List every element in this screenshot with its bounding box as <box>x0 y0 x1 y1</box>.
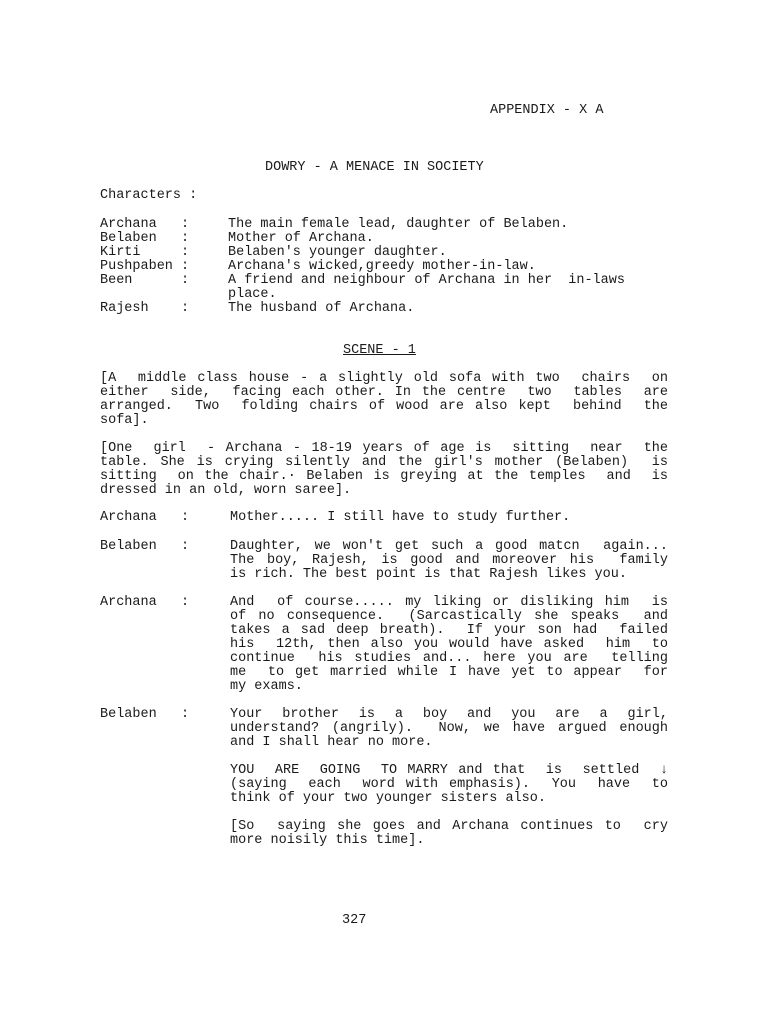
character-description: Mother of Archana. <box>228 231 374 246</box>
text-line: sitting on the chair.· Belaben is greying at the temples and is <box>100 469 668 484</box>
text-line: is rich. The best point is that Rajesh likes you. <box>230 567 627 582</box>
speech-continuation <box>230 764 668 806</box>
speaker-name: Belaben : <box>100 707 190 722</box>
text-line: table. She is crying silently and the girl's mother (Belaben) is <box>100 455 668 470</box>
text-line: arranged. Two folding chairs of wood are also kept behind the <box>100 399 668 414</box>
text-line: Daughter, we won't get such a good matcn again... <box>230 539 668 554</box>
character-row <box>100 218 670 232</box>
dialogue-block <box>100 596 670 694</box>
text-line: more noisily this time]. <box>230 833 425 848</box>
text-line: (saying each word with emphasis). You have to <box>230 777 668 792</box>
characters-label: Characters : <box>100 188 198 203</box>
speech-text <box>230 708 668 750</box>
text-line: takes a sad deep breath). If your son had failed <box>230 623 668 638</box>
character-row <box>100 302 670 316</box>
character-name: Pushpaben : <box>100 259 190 274</box>
speech-text <box>230 540 668 582</box>
character-row <box>100 232 670 246</box>
stage-direction <box>230 820 668 848</box>
character-description: The husband of Archana. <box>228 301 415 316</box>
speech-text <box>230 596 668 694</box>
character-description: Archana's wicked,greedy mother-in-law. <box>228 259 536 274</box>
text-line: my exams. <box>230 679 303 694</box>
scene-heading: SCENE - 1 <box>343 343 416 358</box>
text-line: either side, facing each other. In the centre two tables are <box>100 385 668 400</box>
character-description-line: A friend and neighbour of Archana in her in-laws <box>228 273 625 288</box>
text-line: his 12th, then also you would have asked him to <box>230 637 668 652</box>
character-row <box>100 274 670 302</box>
character-description: The main female lead, daughter of Belaben. <box>228 217 569 232</box>
stage-direction <box>100 442 668 498</box>
speaker-name: Belaben : <box>100 539 190 554</box>
character-description-line: place. <box>228 287 277 302</box>
character-row <box>100 260 670 274</box>
text-line: understand? (angrily). Now, we have argued enough <box>230 721 668 736</box>
text-line: continue his studies and... here you are telling <box>230 651 668 666</box>
text-line: The boy, Rajesh, is good and moreover his family <box>230 553 668 568</box>
text-line: of no consequence. (Sarcastically she speaks and <box>230 609 668 624</box>
text-line: And of course..... my liking or disliking him is <box>230 595 668 610</box>
dialogue-block <box>100 540 670 582</box>
text-line: [So saying she goes and Archana continues to cry <box>230 819 668 834</box>
text-line: YOU ARE GOING TO MARRY and that is settled ↓ <box>230 763 668 778</box>
speaker-name: Archana : <box>100 510 190 525</box>
character-row <box>100 246 670 260</box>
character-name: Belaben : <box>100 231 190 246</box>
character-description <box>228 274 670 302</box>
text-line: sofa]. <box>100 413 149 428</box>
text-line: me to get married while I have yet to appear for <box>230 665 668 680</box>
character-description: Belaben's younger daughter. <box>228 245 447 260</box>
text-line: Mother..... I still have to study further. <box>230 510 571 525</box>
text-line: think of your two younger sisters also. <box>230 791 546 806</box>
character-name: Archana : <box>100 217 190 232</box>
page-number: 327 <box>342 913 367 928</box>
speech-text <box>230 511 668 525</box>
dialogue-block <box>100 511 670 525</box>
text-line: [One girl - Archana - 18-19 years of age is sitting near the <box>100 441 668 456</box>
character-name: Kirti : <box>100 245 190 260</box>
text-line: and I shall hear no more. <box>230 735 433 750</box>
appendix-heading: APPENDIX - X A <box>490 103 604 118</box>
character-name: Been : <box>100 273 190 288</box>
text-line: Your brother is a boy and you are a girl, <box>230 707 668 722</box>
text-line: dressed in an old, worn saree]. <box>100 483 352 498</box>
character-name: Rajesh : <box>100 301 190 316</box>
text-line: [A middle class house - a slightly old sofa with two chairs on <box>100 371 668 386</box>
character-list <box>100 218 670 316</box>
stage-direction <box>100 372 668 428</box>
document-title: DOWRY - A MENACE IN SOCIETY <box>265 160 484 175</box>
speaker-name: Archana : <box>100 595 190 610</box>
dialogue-block <box>100 708 670 750</box>
